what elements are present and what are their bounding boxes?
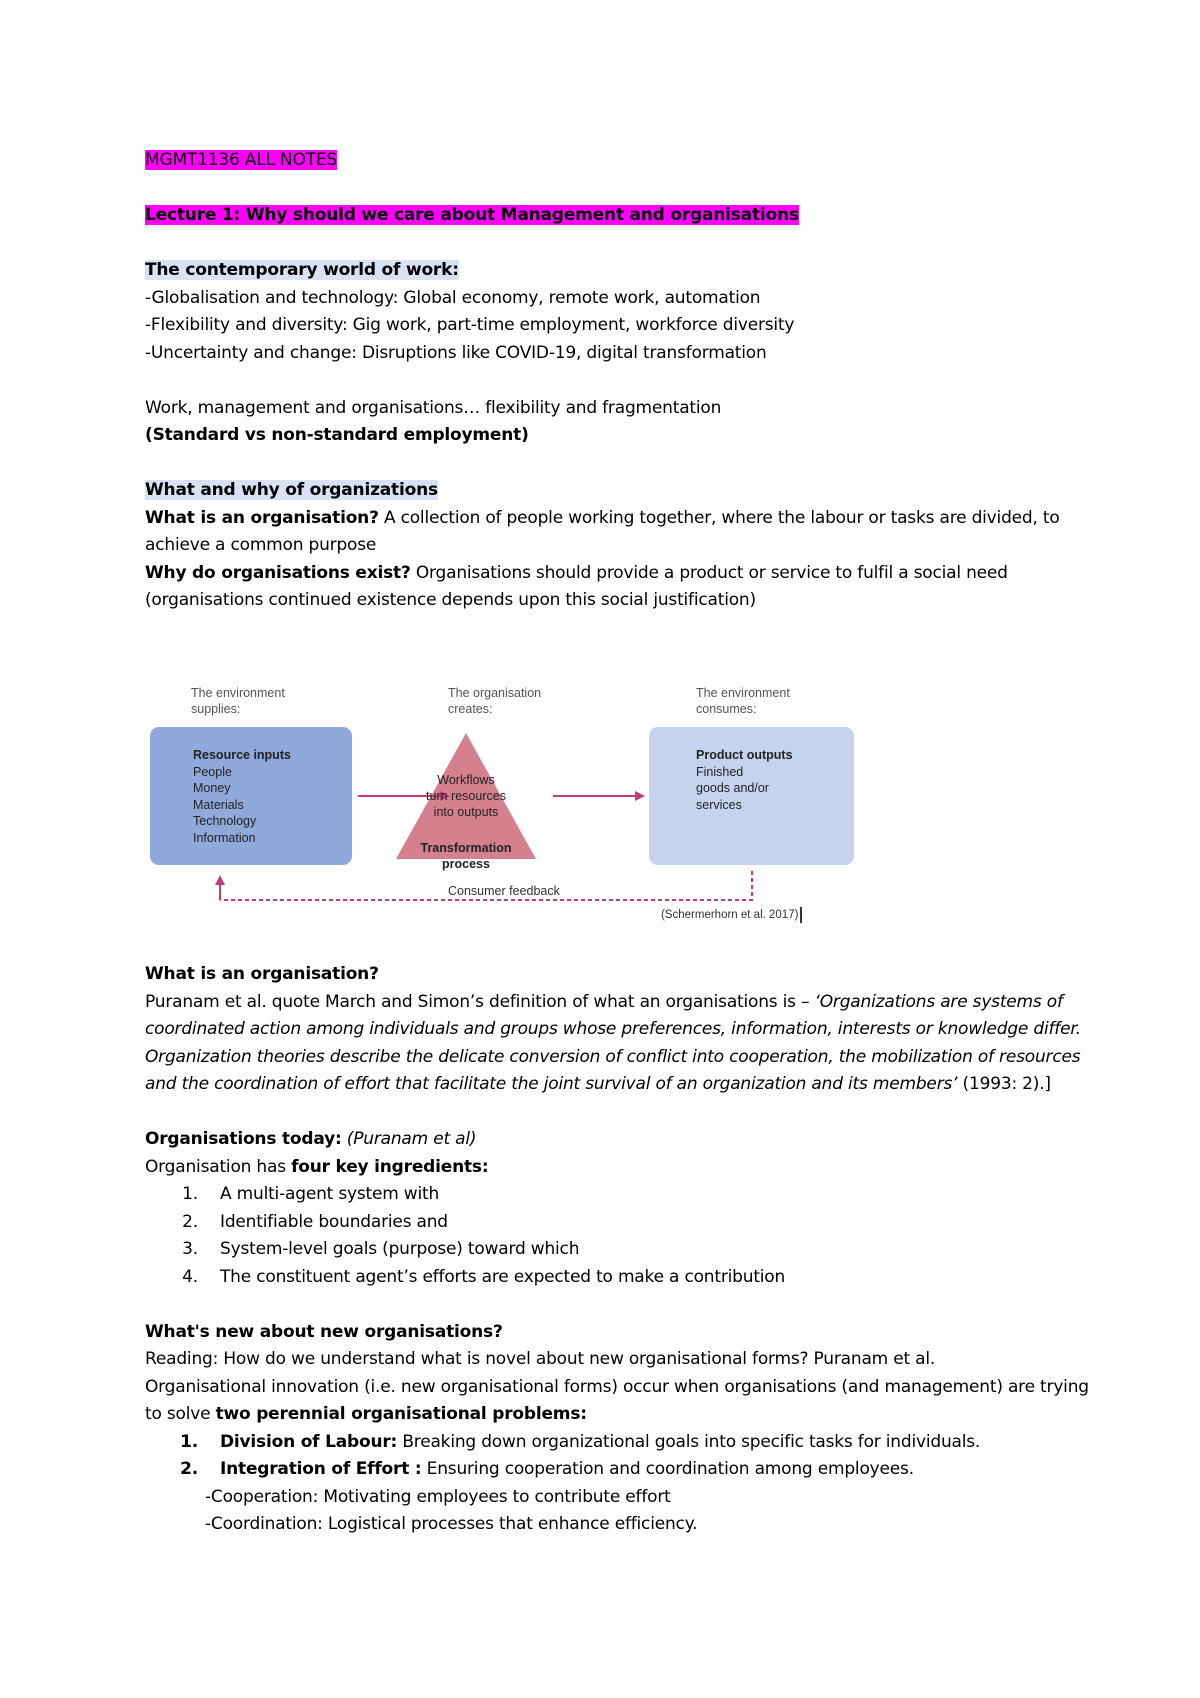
ingredients-lead: Organisation has four key ingredients: — [145, 1156, 489, 1177]
creates-label: The organisation creates: — [448, 686, 542, 716]
why-exist-question: Why do organisations exist? — [145, 562, 411, 583]
ingredients-list — [145, 1181, 1095, 1291]
notes-top — [145, 147, 1095, 615]
supplies-label: The environment supplies: — [191, 686, 285, 716]
cooperation-line: -Cooperation: Motivating employees to contribute effort — [205, 1486, 671, 1507]
flexibility-line: Work, management and organisations… flexibility and fragmentation — [145, 397, 722, 418]
problems-list — [145, 1429, 1095, 1484]
resource-inputs-text: Resource inputs People Money Materials Technology Information — [193, 748, 291, 845]
list-item: 4. The constituent agent’s efforts are expected to make a contribution — [182, 1266, 786, 1287]
why-exist-answer: Organisations should provide a product or service to fulfil a social need (organisations continued existence depends upon this social justification) — [145, 562, 1008, 610]
today-heading: Organisations today: — [145, 1129, 342, 1149]
definition-heading: What is an organisation? — [145, 964, 379, 984]
what-is-answer: A collection of people working together, where the labour or tasks are divided, to achieve a common purpose — [145, 507, 1060, 555]
contemporary-item: -Flexibility and diversity: Gig work, part-time employment, workforce diversity — [145, 315, 795, 335]
transformation-label: Transformation process — [420, 841, 512, 871]
lecture-heading: Lecture 1: Why should we care about Management and organisations — [145, 205, 799, 225]
what-why-heading: What and why of organizations — [145, 480, 438, 500]
why-exist-paragraph — [145, 560, 1095, 615]
employment-note: (Standard vs non-standard employment) — [145, 425, 529, 445]
newness-heading: What's new about new organisations? — [145, 1321, 503, 1342]
contemporary-heading: The contemporary world of work: — [145, 260, 459, 280]
coordination-line: -Coordination: Logistical processes that enhance efficiency. — [205, 1514, 698, 1534]
consumer-feedback-label: Consumer feedback — [448, 884, 560, 898]
diagram-citation: (Schermerhorn et al. 2017) — [661, 907, 802, 923]
contemporary-item: -Globalisation and technology: Global economy, remote work, automation — [145, 287, 761, 308]
workflows-text: Workflows turn resources into outputs — [426, 773, 506, 819]
list-item: 1. A multi-agent system with — [182, 1184, 440, 1204]
document-title: MGMT1136 ALL NOTES — [145, 150, 337, 170]
march-simon-quote: ‘Organizations are systems of coordinated action among individuals and groups whose preferences, information, interests or knowledge differ. Organization theories describe the delicate conversion of conflict into cooperation, the mobilization of resources and the coordination of effort that facilitate the joint survival of an organization and its members’ — [145, 991, 1081, 1094]
list-item: 1. Division of Labour: Breaking down organizational goals into specific tasks for individuals. — [180, 1431, 981, 1452]
definition-paragraph: Puranam et al. quote March and Simon’s definition of what an organisations is – ‘Organizations are systems of coordinated action among individuals and groups whose preferences, information, interests or knowledge differ. Organization theories describe the delicate conversion of conflict into cooperation, the mobilization of resources and the coordination of effort that facilitate the joint survival of an organization and its members’ (1993: 2).] — [145, 991, 1081, 1094]
reading-line: Reading: How do we understand what is novel about new organisational forms? Puranam et al. — [145, 1349, 936, 1369]
list-item: 2. Identifiable boundaries and — [182, 1211, 448, 1232]
list-item: 3. System-level goals (purpose) toward which — [182, 1239, 580, 1259]
consumes-label: The environment consumes: — [696, 686, 790, 716]
innovation-paragraph: Organisational innovation (i.e. new organisational forms) occur when organisations (and management) are trying to solve two perennial organisational problems: — [145, 1376, 1089, 1424]
transformation-diagram — [148, 677, 828, 927]
what-is-question: What is an organisation? — [145, 507, 379, 528]
contemporary-item: -Uncertainty and change: Disruptions like COVID-19, digital transformation — [145, 342, 767, 363]
what-is-paragraph — [145, 505, 1095, 560]
list-item: 2. Integration of Effort : Ensuring cooperation and coordination among employees. — [180, 1459, 914, 1479]
product-outputs-text: Product outputs Finished goods and/or services — [696, 748, 793, 812]
today-source: (Puranam et al) — [341, 1129, 477, 1149]
notes-bottom — [145, 961, 1095, 1539]
